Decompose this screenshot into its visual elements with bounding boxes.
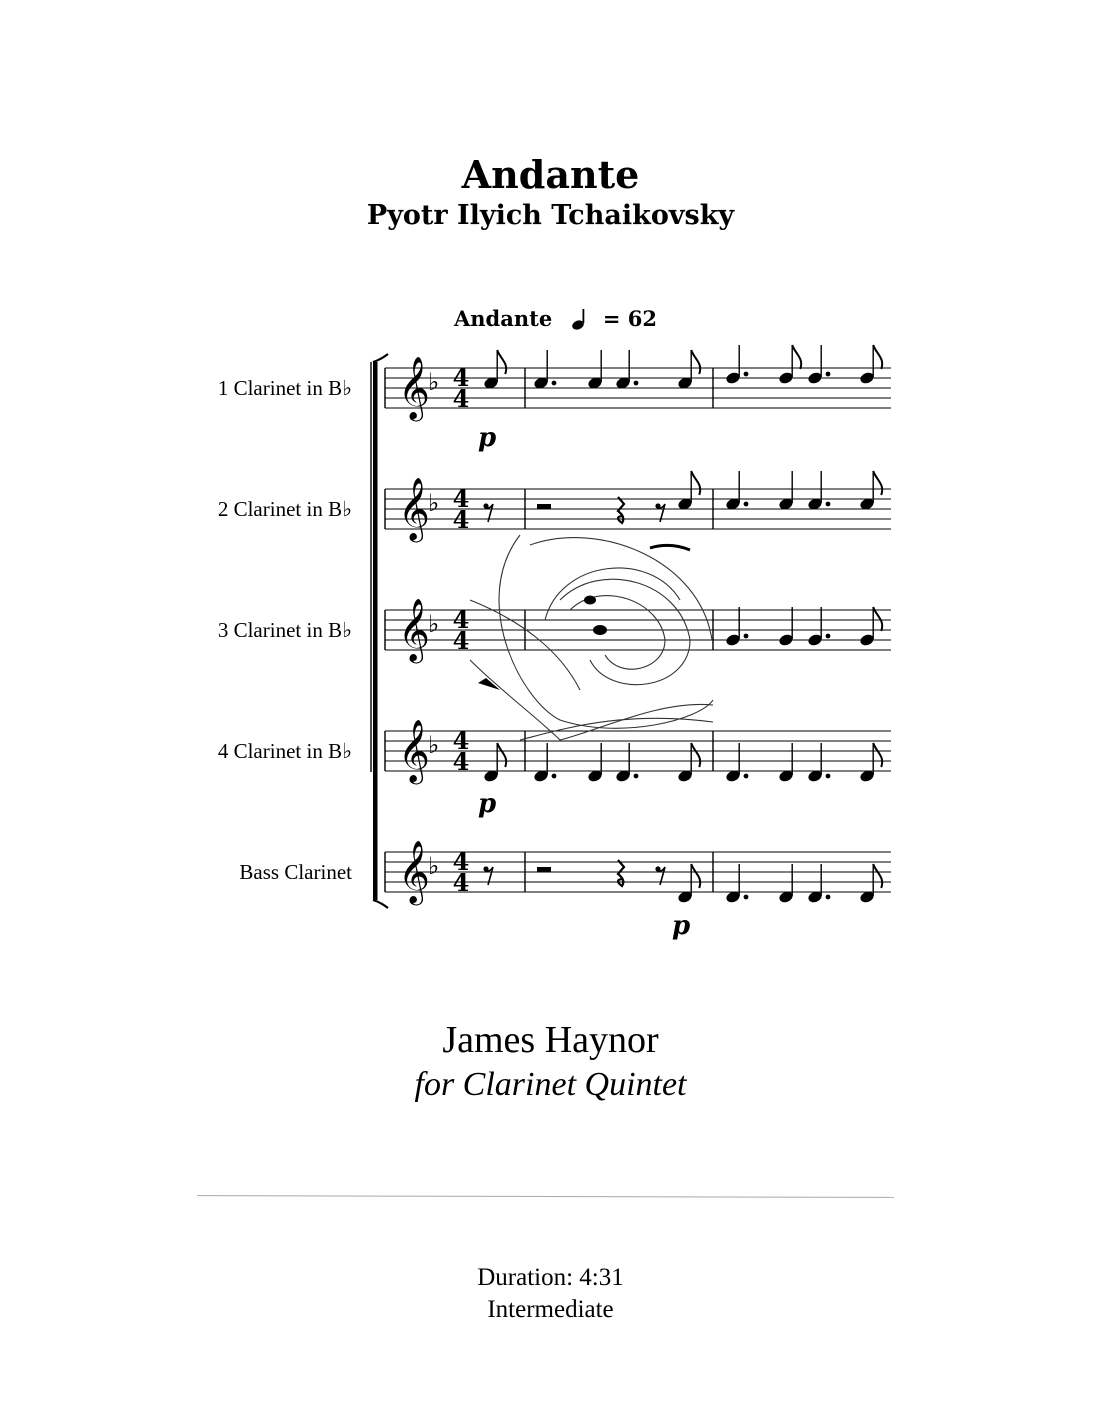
dynamic-marking: p [478, 423, 497, 453]
eighth-flag [497, 350, 506, 374]
treble-clef-icon: 𝄞 [398, 477, 430, 540]
eighth-flag [873, 345, 882, 369]
half-rest [537, 867, 551, 872]
time-signature-top: 4 [452, 484, 470, 513]
eighth-flag [691, 864, 700, 888]
time-signature-bottom: 4 [452, 626, 470, 655]
swirl-notehead [584, 596, 596, 605]
swirl-distortion [530, 538, 712, 640]
flat-key-signature: ♭ [428, 489, 440, 517]
time-signature-top: 4 [452, 363, 470, 392]
score-title: Andante [461, 152, 640, 197]
treble-clef-icon: 𝄞 [398, 719, 430, 782]
eighth-flag [873, 471, 882, 495]
eighth-flag [691, 350, 700, 374]
instrument-label-clarinet-1: 1 Clarinet in B♭ [217, 376, 352, 400]
time-signature-bottom: 4 [452, 868, 470, 897]
time-signature-bottom: 4 [452, 747, 470, 776]
dot [634, 774, 639, 779]
swirl-fragment [650, 545, 690, 550]
instrument-label-clarinet-3: 3 Clarinet in B♭ [217, 618, 352, 642]
treble-clef-icon: 𝄞 [398, 598, 430, 661]
dot [826, 895, 831, 900]
treble-clef-icon: 𝄞 [398, 840, 430, 903]
dot [744, 502, 749, 507]
swirl-distortion [470, 660, 713, 740]
dot [744, 372, 749, 377]
system-bracket [373, 362, 378, 900]
ensemble-subtitle: for Clarinet Quintet [414, 1066, 687, 1103]
dot [744, 895, 749, 900]
flat-key-signature: ♭ [428, 852, 440, 880]
dot [744, 774, 749, 779]
treble-clef-icon: 𝄞 [398, 356, 430, 419]
difficulty-level: Intermediate [487, 1296, 614, 1323]
composer-name: Pyotr Ilyich Tchaikovsky [366, 200, 735, 231]
bracket-top-hook [373, 354, 388, 362]
flat-key-signature: ♭ [428, 610, 440, 638]
eighth-flag [873, 607, 882, 631]
eighth-flag [873, 743, 882, 767]
dynamic-marking: p [672, 911, 691, 941]
tempo-text: Andante [454, 306, 553, 331]
flat-key-signature: ♭ [428, 368, 440, 396]
dot [552, 381, 557, 386]
eighth-flag [691, 471, 700, 495]
dot [826, 634, 831, 639]
instrument-label-bass-clarinet: Bass Clarinet [239, 860, 352, 884]
dot [826, 774, 831, 779]
time-signature-top: 4 [452, 726, 470, 755]
dynamic-marking: p [478, 789, 497, 819]
dot [634, 381, 639, 386]
half-rest [537, 504, 551, 509]
time-signature-top: 4 [452, 605, 470, 634]
time-signature-top: 4 [452, 847, 470, 876]
dot [552, 774, 557, 779]
swirl-distortion [570, 596, 665, 670]
flat-key-signature: ♭ [428, 731, 440, 759]
eighth-flag [873, 864, 882, 888]
dot [744, 634, 749, 639]
tempo-value: = 62 [602, 306, 657, 331]
arranger-name: James Haynor [442, 1019, 659, 1061]
eighth-flag [691, 743, 700, 767]
bracket-bottom-hook [373, 900, 388, 908]
dot [826, 502, 831, 507]
eighth-flag [792, 345, 801, 369]
time-signature-bottom: 4 [452, 384, 470, 413]
swirl-notehead [593, 625, 607, 635]
instrument-label-clarinet-2: 2 Clarinet in B♭ [217, 497, 352, 521]
instrument-label-clarinet-4: 4 Clarinet in B♭ [217, 739, 352, 763]
eighth-flag [497, 743, 506, 767]
time-signature-bottom: 4 [452, 505, 470, 534]
duration-text: Duration: 4:31 [477, 1264, 624, 1291]
dot [826, 372, 831, 377]
